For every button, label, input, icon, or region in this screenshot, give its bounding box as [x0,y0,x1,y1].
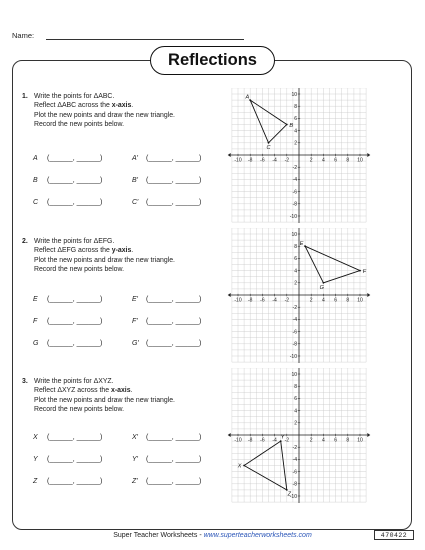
vertex-label: E [299,241,304,248]
vertex-label: X [237,463,242,470]
instruction-line: Plot the new points and draw the new triangle. [34,256,175,264]
x-tick-label: -4 [272,437,277,444]
worksheet-code: 470422 [374,530,414,540]
coordinate-blank[interactable]: (______, ______) [47,155,103,162]
x-tick-label: 8 [346,437,350,444]
x-tick-label: 2 [309,437,313,444]
y-tick-label: 2 [294,140,297,147]
point-label: F [33,318,38,325]
answer-row [33,177,233,187]
y-tick-label: -10 [289,213,297,220]
x-tick-label: 2 [309,297,313,304]
vertex-label: G [319,284,324,291]
coordinate-blank[interactable]: (______, ______) [146,296,202,303]
instruction-line: Reflect ΔXYZ across the x-axis. [34,387,133,395]
vertex-label: B [289,122,294,129]
x-tick-label: -4 [272,157,277,164]
coordinate-blank[interactable]: (______, ______) [47,296,103,303]
answer-row [33,199,233,209]
x-tick-label: 4 [322,297,325,304]
point-label: C′ [132,199,139,206]
x-tick-label: -8 [247,297,253,304]
page-title: Reflections [150,46,275,75]
footer-brand: Super Teacher Worksheets [113,532,198,539]
point-label: Z [33,478,38,485]
y-tick-label: -4 [292,457,297,464]
x-tick-label: -2 [284,157,290,164]
y-tick-label: -10 [289,493,297,500]
coordinate-blank[interactable]: (______, ______) [47,340,103,347]
vertex-point [268,142,270,144]
coordinate-grid-2[interactable] [227,228,372,363]
point-label: B′ [132,177,138,184]
vertex-point [243,465,245,467]
x-tick-label: 6 [334,157,337,164]
vertex-point [286,124,288,126]
y-tick-label: 4 [294,268,297,275]
point-label: Y′ [132,456,138,463]
answer-row [33,296,233,306]
x-axis-arrow-left [228,293,231,297]
coordinate-blank[interactable]: (______, ______) [47,199,103,206]
point-label: A [33,155,38,162]
y-tick-label: 8 [294,104,297,110]
x-axis-arrow-right [367,153,370,157]
problem-instructions [34,237,229,275]
x-tick-label: 10 [357,437,363,444]
y-tick-label: -6 [292,469,297,476]
x-tick-label: 4 [322,437,325,444]
point-label: A′ [132,155,138,162]
point-label: X [33,434,38,441]
problem-number: 2. [22,238,28,245]
name-label: Name: [12,31,35,40]
x-tick-label: -6 [260,437,265,444]
problem-number: 1. [22,93,28,100]
y-tick-label: 10 [291,371,297,378]
coordinate-blank[interactable]: (______, ______) [47,318,103,325]
instruction-line: Record the new points below. [34,266,125,274]
vertex-label: A [245,94,250,101]
answer-row [33,434,233,444]
coordinate-grid-1[interactable] [227,88,372,223]
coordinate-blank[interactable]: (______, ______) [146,199,202,206]
coordinate-blank[interactable]: (______, ______) [146,155,202,162]
y-tick-label: 2 [294,280,297,287]
problem-instructions [34,92,229,130]
answer-row [33,340,233,350]
y-tick-label: -8 [292,481,297,488]
vertex-label: C [266,145,271,152]
y-tick-label: -6 [292,189,297,196]
point-label: C [33,199,39,206]
x-tick-label: 8 [346,297,350,304]
answer-row [33,155,233,165]
vertex-label: Y [280,434,285,441]
footer-separator: - [197,532,204,539]
y-tick-label: -6 [292,329,297,336]
x-axis-arrow-right [367,293,370,297]
x-tick-label: -6 [260,157,265,164]
coordinate-blank[interactable]: (______, ______) [146,318,202,325]
vertex-point [304,245,306,247]
answer-row [33,318,233,328]
y-tick-label: -2 [292,445,297,451]
point-label: X′ [132,434,138,441]
x-tick-label: -6 [260,297,265,304]
instruction-line: Plot the new points and draw the new triangle. [34,111,175,119]
point-label: G′ [132,340,139,347]
x-tick-label: -4 [272,297,277,304]
instruction-line: Reflect ΔABC across the x-axis. [34,102,134,110]
y-tick-label: 2 [294,420,297,427]
point-label: F′ [132,318,138,325]
point-label: Y [33,456,38,463]
vertex-label: Z [287,491,291,498]
x-tick-label: 4 [322,157,325,164]
coordinate-blank[interactable]: (______, ______) [146,478,202,485]
coordinate-grid-3[interactable] [227,368,372,503]
footer-link[interactable]: www.superteacherworksheets.com [203,532,312,539]
x-tick-label: -8 [247,157,253,164]
x-tick-label: -2 [284,297,290,304]
coordinate-blank[interactable]: (______, ______) [47,456,103,463]
point-label: E [33,296,38,303]
footer [0,532,425,539]
vertex-label: F [362,268,367,275]
x-tick-label: 8 [346,157,350,164]
y-tick-label: 4 [294,128,297,135]
y-tick-label: -8 [292,201,297,208]
x-tick-label: 2 [309,157,313,164]
y-tick-label: -10 [289,353,297,360]
problem-number: 3. [22,378,28,385]
y-tick-label: 8 [294,384,297,390]
x-tick-label: 10 [357,297,363,304]
y-tick-label: 6 [294,116,297,123]
vertex-point [249,99,251,101]
coordinate-blank[interactable]: (______, ______) [47,177,103,184]
x-tick-label: 6 [334,437,337,444]
instruction-line: Write the points for ΔEFG. [34,238,115,245]
name-line[interactable] [46,39,244,40]
y-tick-label: -2 [292,165,297,171]
vertex-point [359,270,361,272]
y-tick-label: -2 [292,305,297,311]
instruction-line: Reflect ΔEFG across the y-axis. [34,247,134,255]
answer-row [33,478,233,488]
instruction-line: Write the points for ΔABC. [34,93,115,100]
x-tick-label: -2 [284,437,290,444]
vertex-point [323,282,325,284]
y-tick-label: 10 [291,91,297,98]
y-tick-label: 6 [294,396,297,403]
coordinate-blank[interactable]: (______, ______) [146,177,202,184]
x-tick-label: 6 [334,297,337,304]
x-tick-label: 10 [357,157,363,164]
problem-instructions [34,377,229,415]
instruction-line: Write the points for ΔXYZ. [34,378,114,385]
y-tick-label: 10 [291,231,297,238]
y-tick-label: 8 [294,244,297,250]
y-tick-label: -4 [292,177,297,184]
point-label: E′ [132,296,138,303]
answer-row [33,456,233,466]
instruction-line: Record the new points below. [34,406,125,414]
point-label: Z′ [132,478,138,485]
x-tick-label: -8 [247,437,253,444]
y-tick-label: -4 [292,317,297,324]
coordinate-blank[interactable]: (______, ______) [146,434,202,441]
x-tick-label: -10 [234,297,242,304]
x-tick-label: -10 [234,437,242,444]
coordinate-blank[interactable]: (______, ______) [47,478,103,485]
coordinate-blank[interactable]: (______, ______) [47,434,103,441]
coordinate-blank[interactable]: (______, ______) [146,456,202,463]
instruction-line: Record the new points below. [34,121,125,129]
instruction-line: Plot the new points and draw the new triangle. [34,396,175,404]
x-axis-arrow-left [228,153,231,157]
x-tick-label: -10 [234,157,242,164]
point-label: G [33,340,39,347]
x-axis-arrow-left [228,433,231,437]
coordinate-blank[interactable]: (______, ______) [146,340,202,347]
point-label: B [33,177,38,184]
y-tick-label: 4 [294,408,297,415]
y-tick-label: 6 [294,256,297,263]
x-axis-arrow-right [367,433,370,437]
y-tick-label: -8 [292,341,297,348]
